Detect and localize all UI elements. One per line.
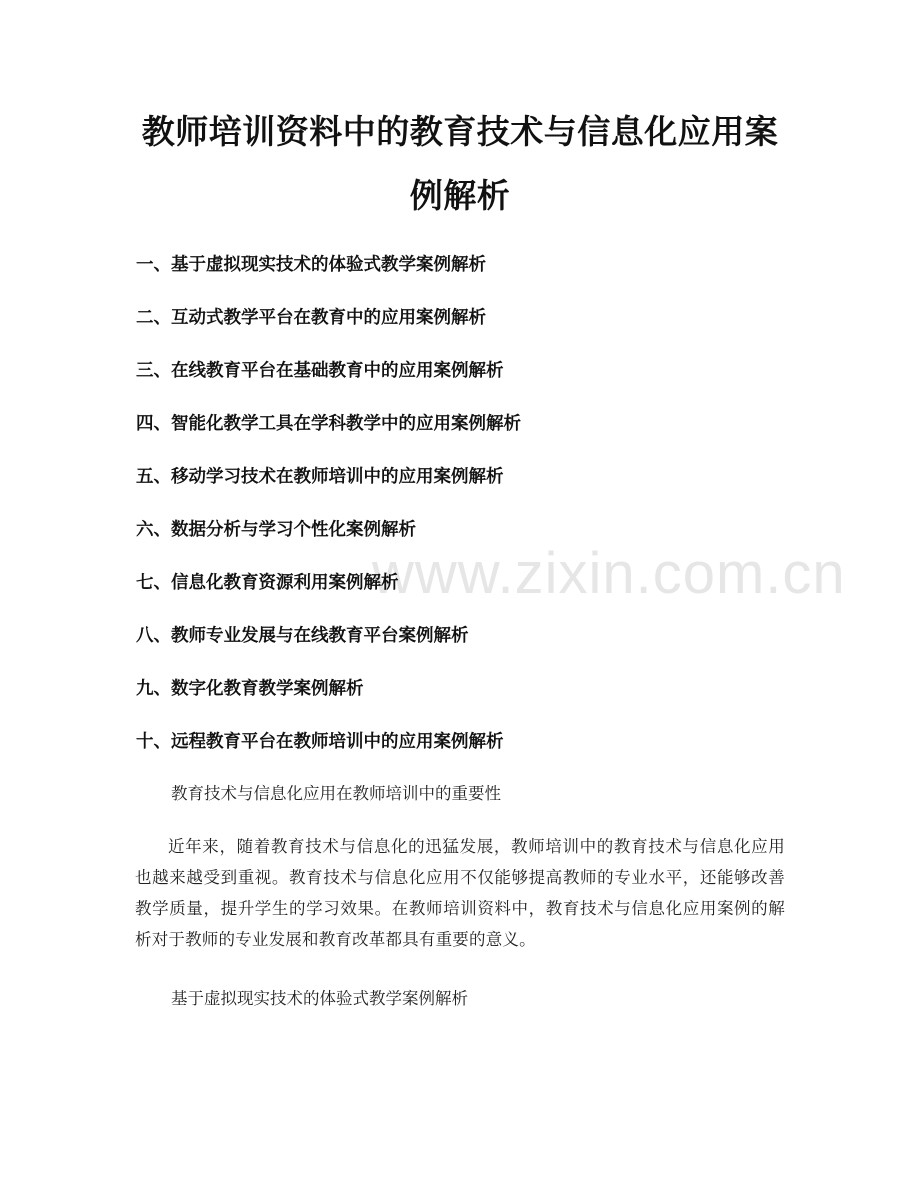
document-title: 教师培训资料中的教育技术与信息化应用案例解析 — [141, 112, 779, 215]
toc-item-9: 九、数字化教育教学案例解析 — [136, 679, 364, 699]
toc-item-4: 四、智能化教学工具在学科教学中的应用案例解析 — [136, 414, 521, 434]
next-section-heading: 基于虚拟现实技术的体验式教学案例解析 — [171, 989, 468, 1008]
toc-item-1: 一、基于虚拟现实技术的体验式教学案例解析 — [136, 255, 486, 275]
toc-item-8: 八、教师专业发展与在线教育平台案例解析 — [136, 626, 469, 646]
toc-item-10: 十、远程教育平台在教师培训中的应用案例解析 — [136, 732, 504, 752]
table-of-contents — [136, 248, 796, 778]
toc-item-7: 七、信息化教育资源利用案例解析 — [136, 573, 399, 593]
toc-item-3: 三、在线教育平台在基础教育中的应用案例解析 — [136, 361, 504, 381]
toc-item-5: 五、移动学习技术在教师培训中的应用案例解析 — [136, 467, 504, 487]
toc-item-2: 二、互动式教学平台在教育中的应用案例解析 — [136, 308, 486, 328]
toc-item-6: 六、数据分析与学习个性化案例解析 — [136, 520, 416, 540]
section-heading: 教育技术与信息化应用在教师培训中的重要性 — [171, 784, 501, 803]
body-paragraph: 近年来，随着教育技术与信息化的迅猛发展，教师培训中的教育技术与信息化应用也越来越受到重视。教育技术与信息化应用不仅能够提高教师的专业水平，还能够改善教学质量，提升学生的学习效果。在教师培训资料中，教育技术与信息化应用案例的解析对于教师的专业发展和教育改革都具有重要的意义。 — [135, 837, 785, 949]
watermark: www.zixin.com.cn — [372, 541, 846, 606]
body-text — [135, 776, 785, 1017]
